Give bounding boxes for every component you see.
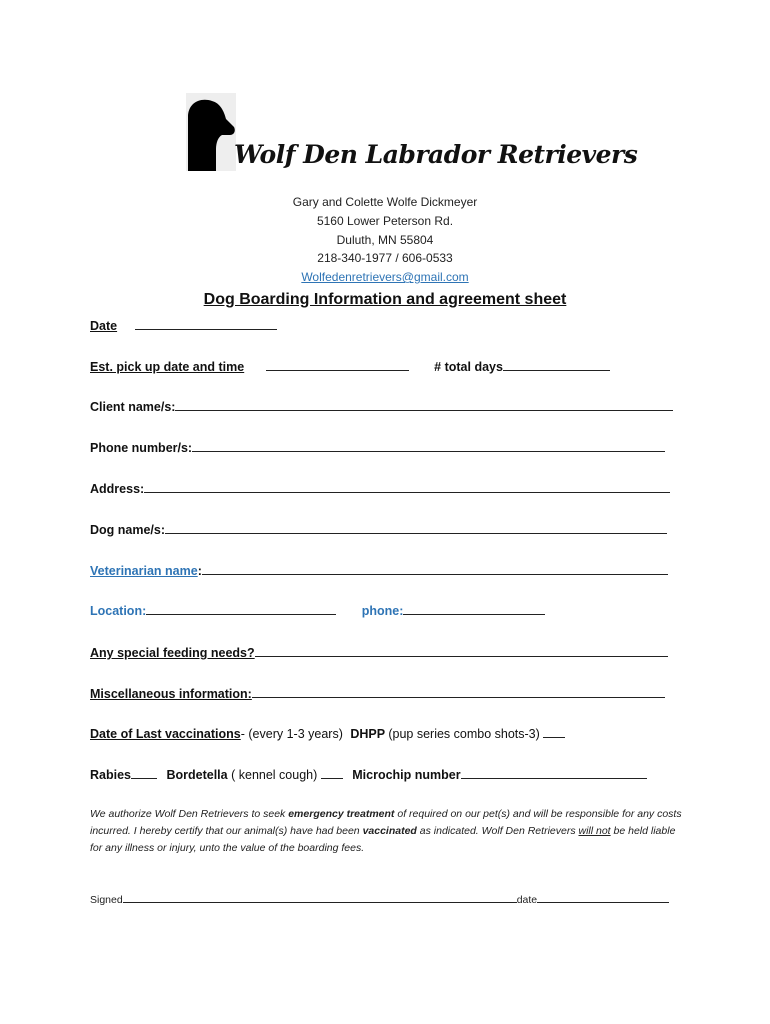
microchip-label: Microchip number [352, 768, 461, 782]
vet-field[interactable] [202, 562, 668, 575]
misc-label: Miscellaneous information: [90, 687, 252, 701]
client-label: Client name/s: [90, 400, 176, 414]
phone-label: Phone number/s: [90, 441, 193, 455]
dog-row [90, 521, 667, 537]
dog-label: Dog name/s: [90, 523, 166, 537]
date-field[interactable] [135, 317, 277, 330]
rabies-field[interactable] [131, 766, 157, 779]
feeding-row [90, 644, 668, 660]
city-state-zip: Duluth, MN 55804 [336, 233, 434, 247]
agreement-text-3: as indicated. Wolf Den Retrievers [416, 825, 579, 837]
vaccination-row [90, 725, 565, 741]
agreement-emphasis-vaccinated: vaccinated [362, 825, 417, 837]
pickup-field[interactable] [266, 358, 409, 371]
phone-row [90, 439, 665, 455]
signature-field[interactable] [123, 892, 517, 903]
dog-head-icon [186, 93, 236, 171]
vaccination-frequency: - (every 1-3 years) [240, 727, 343, 741]
date-label: Date [90, 319, 118, 333]
location-field[interactable] [146, 602, 336, 615]
bordetella-field[interactable] [321, 766, 343, 779]
feeding-label: Any special feeding needs? [90, 646, 255, 660]
misc-row [90, 685, 665, 701]
vet-colon: : [197, 564, 202, 578]
misc-field[interactable] [252, 685, 665, 698]
client-row [90, 398, 673, 414]
agreement-text-1: We authorize Wolf Den Retrievers to seek [90, 808, 289, 820]
signed-label: Signed [90, 894, 123, 906]
dhpp-note: (pup series combo shots-3) [388, 727, 540, 741]
total-days-field[interactable] [503, 358, 610, 371]
dhpp-label: DHPP [350, 727, 385, 741]
vet-label: Veterinarian name [90, 564, 198, 578]
total-days-label: # total days [434, 360, 503, 374]
rabies-label: Rabies [90, 768, 131, 782]
contact-phones: 218-340-1977 / 606-0533 [317, 251, 453, 265]
address-label: Address: [90, 482, 145, 496]
signature-date-field[interactable] [537, 892, 669, 903]
agreement-paragraph [90, 806, 690, 857]
address-row [90, 480, 670, 496]
microchip-field[interactable] [461, 766, 647, 779]
signature-date-label: date [516, 894, 538, 906]
kennel-brand-name: Wolf Den Labrador Retrievers [234, 140, 638, 169]
street-address: 5160 Lower Peterson Rd. [316, 214, 454, 228]
agreement-text-2: of required on our pet(s) and will be responsible for any costs incurred. I hereby certify that our animal(s) have had been [90, 808, 682, 837]
rabies-row [90, 766, 647, 782]
signature-row [90, 892, 669, 906]
vet-row [90, 562, 668, 578]
labrador-silhouette-logo [186, 93, 236, 171]
agreement-emphasis-will-not: will not [578, 825, 611, 837]
location-row [90, 602, 545, 618]
bordetella-note: ( kennel cough) [231, 768, 318, 782]
address-field[interactable] [144, 480, 670, 493]
form-title: Dog Boarding Information and agreement sheet [203, 291, 567, 308]
pickup-label: Est. pick up date and time [90, 360, 245, 374]
email-link[interactable]: Wolfedenretrievers@gmail.com [301, 270, 469, 284]
client-field[interactable] [175, 398, 673, 411]
location-label: Location: [90, 604, 147, 618]
feeding-field[interactable] [255, 644, 668, 657]
agreement-text-4: be held liable for any illness or injury, unto the value of the boarding fees. [90, 825, 676, 854]
date-row [90, 317, 277, 333]
phone-field[interactable] [192, 439, 665, 452]
bordetella-label: Bordetella [166, 768, 228, 782]
dhpp-field[interactable] [543, 725, 565, 738]
owner-names: Gary and Colette Wolfe Dickmeyer [292, 195, 478, 209]
vet-phone-label: phone: [361, 604, 404, 618]
vaccination-label: Date of Last vaccinations [90, 727, 241, 741]
agreement-emphasis-emergency: emergency treatment [288, 808, 395, 820]
pickup-row [90, 358, 610, 374]
dog-field[interactable] [165, 521, 667, 534]
vet-phone-field[interactable] [403, 602, 545, 615]
